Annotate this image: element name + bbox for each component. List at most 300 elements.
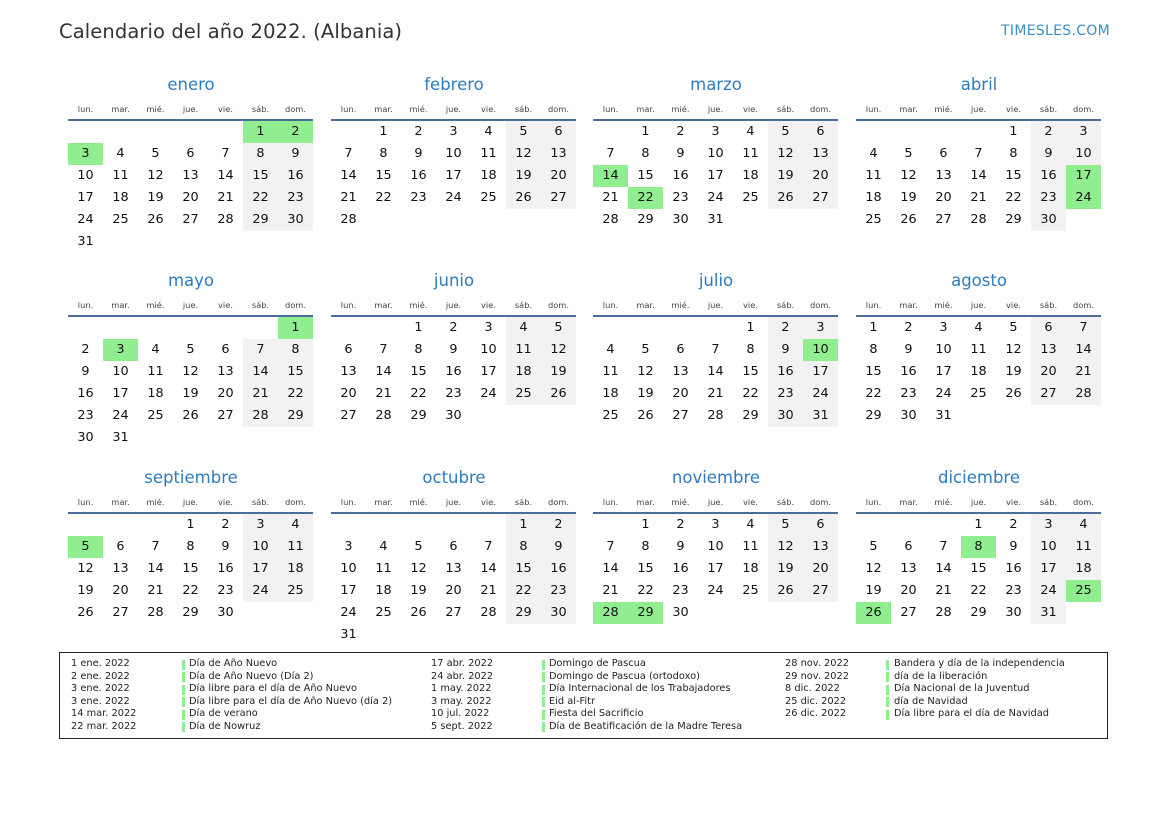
day-cell: 23	[410, 190, 427, 205]
holiday-marker	[886, 710, 889, 720]
legend-holiday-name: Domingo de Pascua (ortodoxo)	[549, 670, 700, 682]
brand-link[interactable]: TIMESLES.COM	[1001, 23, 1110, 39]
weekday-label: jue.	[707, 300, 724, 310]
legend-holiday-name: Día de Beatificación de la Madre Teresa	[549, 720, 743, 732]
day-cell: 1	[379, 124, 388, 139]
day-cell: 26	[182, 408, 199, 423]
day-cell: 29	[182, 605, 199, 620]
weekday-label: sáb.	[251, 300, 270, 310]
legend-holiday-name: Día de Año Nuevo (Día 2)	[189, 670, 314, 682]
weekday-label: jue.	[707, 104, 724, 114]
weekday-label: mié.	[671, 104, 690, 114]
weekday-label: vie.	[1006, 497, 1021, 507]
day-cell: 31	[1031, 602, 1066, 624]
day-cell: 24	[935, 386, 952, 401]
day-cell: 26	[1005, 386, 1022, 401]
day-cell: 21	[340, 190, 357, 205]
legend-holiday-name: Día libre para el día de Año Nuevo	[189, 683, 358, 695]
day-cell: 15	[637, 168, 654, 183]
weekday-header	[856, 104, 1101, 118]
holiday-legend	[59, 652, 1108, 739]
weekday-label: lun.	[602, 300, 619, 310]
day-cell: 25	[375, 605, 392, 620]
day-cell: 7	[379, 342, 388, 357]
day-cell: 28	[340, 212, 357, 227]
day-cell: 26	[77, 605, 94, 620]
day-cell: 19	[77, 583, 94, 598]
weekday-label: sáb.	[251, 497, 270, 507]
weekday-header	[593, 300, 838, 314]
weekday-label: sáb.	[776, 104, 795, 114]
day-cell: 15	[1005, 168, 1022, 183]
day-cell: 29	[865, 408, 882, 423]
day-cell: 8	[641, 146, 650, 161]
legend-holiday-name: Día Nacional de la Juventud	[894, 683, 1030, 695]
day-cell: 7	[606, 146, 615, 161]
weekday-label: sáb.	[776, 300, 795, 310]
day-cell: 18	[865, 190, 882, 205]
day-cell: 25	[865, 212, 882, 227]
day-cell: 4	[974, 320, 983, 335]
legend-date: 24 abr. 2022	[431, 670, 494, 682]
day-cell: 20	[340, 386, 357, 401]
legend-date: 3 may. 2022	[431, 695, 492, 707]
weekday-header	[593, 104, 838, 118]
day-cell: 6	[116, 539, 125, 554]
day-cell: 22	[970, 583, 987, 598]
weekday-label: jue.	[445, 300, 462, 310]
month-name: octubre	[422, 468, 486, 487]
day-cell: 12	[506, 143, 541, 165]
weekday-label: mar.	[636, 497, 655, 507]
day-cell: 5	[904, 146, 913, 161]
day-cell: 29	[970, 605, 987, 620]
page-title: Calendario del año 2022. (Albania)	[59, 20, 403, 43]
day-cell: 9	[449, 342, 458, 357]
day-cell: 21	[935, 583, 952, 598]
day-cell: 2	[449, 320, 458, 335]
day-cell: 2	[904, 320, 913, 335]
weekday-label: vie.	[218, 104, 233, 114]
day-cell: 13	[445, 561, 462, 576]
day-cell: 25	[742, 190, 759, 205]
day-cell: 11	[742, 539, 759, 554]
day-cell: 6	[344, 342, 353, 357]
day-cell: 21	[375, 386, 392, 401]
day-cell: 13	[803, 536, 838, 558]
day-cell: 4	[278, 514, 313, 536]
day-cell: 15	[375, 168, 392, 183]
day-cell: 16	[1005, 561, 1022, 576]
day-cell: 5	[869, 539, 878, 554]
day-cell: 4	[484, 124, 493, 139]
holiday-marker	[182, 672, 185, 682]
weekday-label: vie.	[743, 497, 758, 507]
weekday-label: vie.	[1006, 104, 1021, 114]
holiday-marker	[542, 672, 545, 682]
day-cell: 26	[768, 580, 803, 602]
day-cell: 13	[112, 561, 129, 576]
day-cell: 25	[742, 583, 759, 598]
day-cell: 20	[1031, 361, 1066, 383]
legend-date: 8 dic. 2022	[785, 683, 840, 695]
day-cell: 19	[147, 190, 164, 205]
day-cell: 25	[112, 212, 129, 227]
month-julio	[593, 271, 839, 451]
day-cell: 20	[445, 583, 462, 598]
day-cell: 29	[1005, 212, 1022, 227]
weekday-label: jue.	[970, 300, 987, 310]
day-cell: 3	[243, 514, 278, 536]
weekday-label: lun.	[340, 300, 357, 310]
day-cell: 29	[742, 408, 759, 423]
weekday-label: mar.	[899, 300, 918, 310]
day-cell: 14	[243, 361, 278, 383]
day-cell: 11	[480, 146, 497, 161]
holiday-day-cell: 8	[961, 536, 996, 558]
day-cell: 22	[637, 583, 654, 598]
day-cell: 29	[243, 209, 278, 231]
day-cell: 19	[768, 165, 803, 187]
day-cell: 13	[900, 561, 917, 576]
day-cell: 6	[676, 342, 685, 357]
holiday-day-cell: 14	[593, 165, 628, 187]
holiday-day-cell: 1	[278, 317, 313, 339]
day-cell: 19	[506, 165, 541, 187]
legend-date: 1 may. 2022	[431, 683, 492, 695]
weekday-label: sáb.	[776, 497, 795, 507]
day-cell: 15	[970, 561, 987, 576]
day-cell: 28	[217, 212, 234, 227]
day-cell: 15	[243, 165, 278, 187]
day-cell: 11	[865, 168, 882, 183]
weekday-label: jue.	[182, 497, 199, 507]
day-cell: 16	[672, 168, 689, 183]
day-cell: 31	[340, 627, 357, 642]
day-cell: 6	[449, 539, 458, 554]
day-cell: 30	[900, 408, 917, 423]
day-cell: 9	[414, 146, 423, 161]
month-name: marzo	[690, 75, 742, 94]
weekday-label: sáb.	[514, 300, 533, 310]
day-cell: 1	[974, 517, 983, 532]
weekday-label: mié.	[934, 497, 953, 507]
day-cell: 5	[541, 317, 576, 339]
legend-date: 22 mar. 2022	[71, 720, 137, 732]
weekday-label: mié.	[934, 300, 953, 310]
weekday-header	[856, 300, 1101, 314]
month-abril	[856, 75, 1102, 255]
day-cell: 28	[707, 408, 724, 423]
day-cell: 9	[676, 539, 685, 554]
month-name: diciembre	[938, 468, 1020, 487]
day-cell: 29	[506, 602, 541, 624]
weekday-label: mar.	[374, 497, 393, 507]
day-cell: 6	[1031, 317, 1066, 339]
day-cell: 20	[935, 190, 952, 205]
day-cell: 27	[1031, 383, 1066, 405]
day-cell: 10	[935, 342, 952, 357]
day-cell: 17	[445, 168, 462, 183]
month-name: agosto	[951, 271, 1007, 290]
day-cell: 13	[672, 364, 689, 379]
weekday-label: mar.	[636, 300, 655, 310]
day-cell: 21	[217, 190, 234, 205]
day-cell: 23	[217, 583, 234, 598]
day-cell: 24	[445, 190, 462, 205]
day-cell: 29	[410, 408, 427, 423]
day-cell: 6	[939, 146, 948, 161]
day-cell: 10	[480, 342, 497, 357]
day-cell: 10	[707, 539, 724, 554]
holiday-marker	[886, 660, 889, 670]
day-cell: 7	[344, 146, 353, 161]
weekday-label: jue.	[182, 300, 199, 310]
day-cell: 13	[803, 143, 838, 165]
day-cell: 7	[606, 539, 615, 554]
day-cell: 13	[541, 143, 576, 165]
weekday-label: sáb.	[514, 497, 533, 507]
day-cell: 19	[182, 386, 199, 401]
weekday-header	[593, 497, 838, 511]
day-cell: 11	[970, 342, 987, 357]
day-cell: 23	[541, 580, 576, 602]
day-cell: 24	[707, 190, 724, 205]
day-cell: 11	[742, 146, 759, 161]
holiday-day-cell: 3	[68, 143, 103, 165]
day-cell: 17	[243, 558, 278, 580]
day-cell: 2	[1031, 121, 1066, 143]
day-cell: 27	[112, 605, 129, 620]
day-cell: 5	[768, 121, 803, 143]
day-cell: 16	[217, 561, 234, 576]
day-cell: 25	[602, 408, 619, 423]
holiday-marker	[886, 685, 889, 695]
day-cell: 19	[541, 361, 576, 383]
day-cell: 8	[243, 143, 278, 165]
day-cell: 29	[637, 212, 654, 227]
day-cell: 8	[186, 539, 195, 554]
holiday-marker	[542, 710, 545, 720]
month-name: junio	[433, 271, 475, 290]
day-cell: 31	[803, 405, 838, 427]
day-cell: 3	[484, 320, 493, 335]
day-cell: 30	[1005, 605, 1022, 620]
day-cell: 19	[900, 190, 917, 205]
day-cell: 12	[541, 339, 576, 361]
day-cell: 7	[151, 539, 160, 554]
day-cell: 17	[340, 583, 357, 598]
day-cell: 19	[1005, 364, 1022, 379]
weekday-label: mié.	[409, 104, 428, 114]
month-octubre	[331, 468, 577, 648]
day-cell: 31	[112, 430, 129, 445]
weekday-label: sáb.	[251, 104, 270, 114]
months-grid	[68, 75, 1102, 645]
weekday-label: dom.	[1072, 300, 1095, 310]
month-name: enero	[167, 75, 215, 94]
day-cell: 17	[935, 364, 952, 379]
weekday-label: lun.	[340, 104, 357, 114]
day-cell: 27	[803, 580, 838, 602]
day-cell: 18	[742, 561, 759, 576]
month-name: septiembre	[144, 468, 238, 487]
day-cell: 13	[182, 168, 199, 183]
day-cell: 9	[676, 146, 685, 161]
day-cell: 26	[147, 212, 164, 227]
weekday-label: mar.	[111, 497, 130, 507]
holiday-marker	[886, 697, 889, 707]
day-cell: 12	[768, 143, 803, 165]
weekday-label: sáb.	[514, 104, 533, 114]
holiday-marker	[542, 722, 545, 732]
day-cell: 8	[379, 146, 388, 161]
month-name: febrero	[424, 75, 484, 94]
day-cell: 16	[672, 561, 689, 576]
day-cell: 3	[711, 517, 720, 532]
month-mayo	[68, 271, 314, 451]
day-cell: 30	[77, 430, 94, 445]
day-cell: 8	[278, 339, 313, 361]
day-cell: 4	[1066, 514, 1101, 536]
day-cell: 4	[506, 317, 541, 339]
legend-date: 5 sept. 2022	[431, 720, 493, 732]
day-cell: 3	[1066, 121, 1101, 143]
day-cell: 16	[541, 558, 576, 580]
day-cell: 21	[243, 383, 278, 405]
day-cell: 6	[803, 121, 838, 143]
day-cell: 8	[746, 342, 755, 357]
weekday-header	[331, 497, 576, 511]
day-cell: 19	[410, 583, 427, 598]
day-cell: 4	[746, 124, 755, 139]
day-cell: 6	[221, 342, 230, 357]
day-cell: 20	[541, 165, 576, 187]
day-cell: 23	[672, 583, 689, 598]
legend-date: 10 jul. 2022	[431, 708, 490, 720]
day-cell: 10	[112, 364, 129, 379]
weekday-label: dom.	[1072, 104, 1095, 114]
legend-holiday-name: Domingo de Pascua	[549, 658, 646, 669]
day-cell: 23	[445, 386, 462, 401]
month-enero	[68, 75, 314, 255]
weekday-label: mar.	[374, 300, 393, 310]
day-cell: 28	[480, 605, 497, 620]
day-cell: 17	[480, 364, 497, 379]
day-cell: 27	[182, 212, 199, 227]
weekday-header	[856, 497, 1101, 511]
day-cell: 15	[182, 561, 199, 576]
day-cell: 22	[243, 187, 278, 209]
day-cell: 20	[112, 583, 129, 598]
day-cell: 6	[541, 121, 576, 143]
day-cell: 12	[768, 536, 803, 558]
day-cell: 16	[77, 386, 94, 401]
day-cell: 10	[243, 536, 278, 558]
day-cell: 28	[375, 408, 392, 423]
weekday-label: dom.	[809, 104, 832, 114]
day-cell: 31	[935, 408, 952, 423]
legend-date: 28 nov. 2022	[785, 658, 849, 669]
day-cell: 27	[541, 187, 576, 209]
day-cell: 12	[182, 364, 199, 379]
holiday-day-cell: 24	[1066, 187, 1101, 209]
weekday-header	[331, 104, 576, 118]
legend-holiday-name: Día Internacional de los Trabajadores	[549, 683, 731, 695]
day-cell: 14	[970, 168, 987, 183]
day-cell: 18	[147, 386, 164, 401]
day-cell: 8	[641, 539, 650, 554]
day-cell: 10	[1066, 143, 1101, 165]
legend-holiday-name: Día libre para el día de Navidad	[894, 708, 1049, 720]
weekday-label: lun.	[77, 497, 94, 507]
day-cell: 30	[278, 209, 313, 231]
day-cell: 12	[900, 168, 917, 183]
holiday-day-cell: 5	[68, 536, 103, 558]
holiday-marker	[542, 660, 545, 670]
day-cell: 11	[112, 168, 129, 183]
day-cell: 6	[904, 539, 913, 554]
day-cell: 23	[768, 383, 803, 405]
day-cell: 14	[602, 561, 619, 576]
day-cell: 5	[186, 342, 195, 357]
legend-date: 26 dic. 2022	[785, 708, 847, 720]
day-cell: 9	[541, 536, 576, 558]
weekday-label: vie.	[481, 497, 496, 507]
day-cell: 2	[414, 124, 423, 139]
day-cell: 5	[151, 146, 160, 161]
day-cell: 7	[243, 339, 278, 361]
weekday-label: jue.	[970, 104, 987, 114]
day-cell: 30	[672, 605, 689, 620]
day-cell: 24	[340, 605, 357, 620]
day-cell: 14	[217, 168, 234, 183]
weekday-label: jue.	[445, 104, 462, 114]
day-cell: 4	[869, 146, 878, 161]
holiday-day-cell: 28	[593, 602, 628, 624]
day-cell: 14	[375, 364, 392, 379]
day-cell: 15	[278, 361, 313, 383]
legend-date: 1 ene. 2022	[71, 658, 130, 669]
day-cell: 2	[768, 317, 803, 339]
holiday-day-cell: 29	[628, 602, 663, 624]
day-cell: 25	[480, 190, 497, 205]
day-cell: 9	[1009, 539, 1018, 554]
day-cell: 27	[217, 408, 234, 423]
weekday-label: vie.	[1006, 300, 1021, 310]
day-cell: 31	[707, 212, 724, 227]
day-cell: 18	[970, 364, 987, 379]
day-cell: 21	[707, 386, 724, 401]
day-cell: 27	[803, 187, 838, 209]
day-cell: 9	[81, 364, 90, 379]
day-cell: 28	[602, 212, 619, 227]
day-cell: 10	[77, 168, 94, 183]
day-cell: 16	[410, 168, 427, 183]
weekday-label: sáb.	[1039, 497, 1058, 507]
day-cell: 17	[707, 168, 724, 183]
day-cell: 3	[344, 539, 353, 554]
day-cell: 12	[865, 561, 882, 576]
holiday-day-cell: 2	[278, 121, 313, 143]
day-cell: 23	[77, 408, 94, 423]
month-marzo	[593, 75, 839, 255]
weekday-label: mié.	[409, 497, 428, 507]
day-cell: 10	[445, 146, 462, 161]
day-cell: 15	[742, 364, 759, 379]
day-cell: 1	[186, 517, 195, 532]
day-cell: 26	[410, 605, 427, 620]
